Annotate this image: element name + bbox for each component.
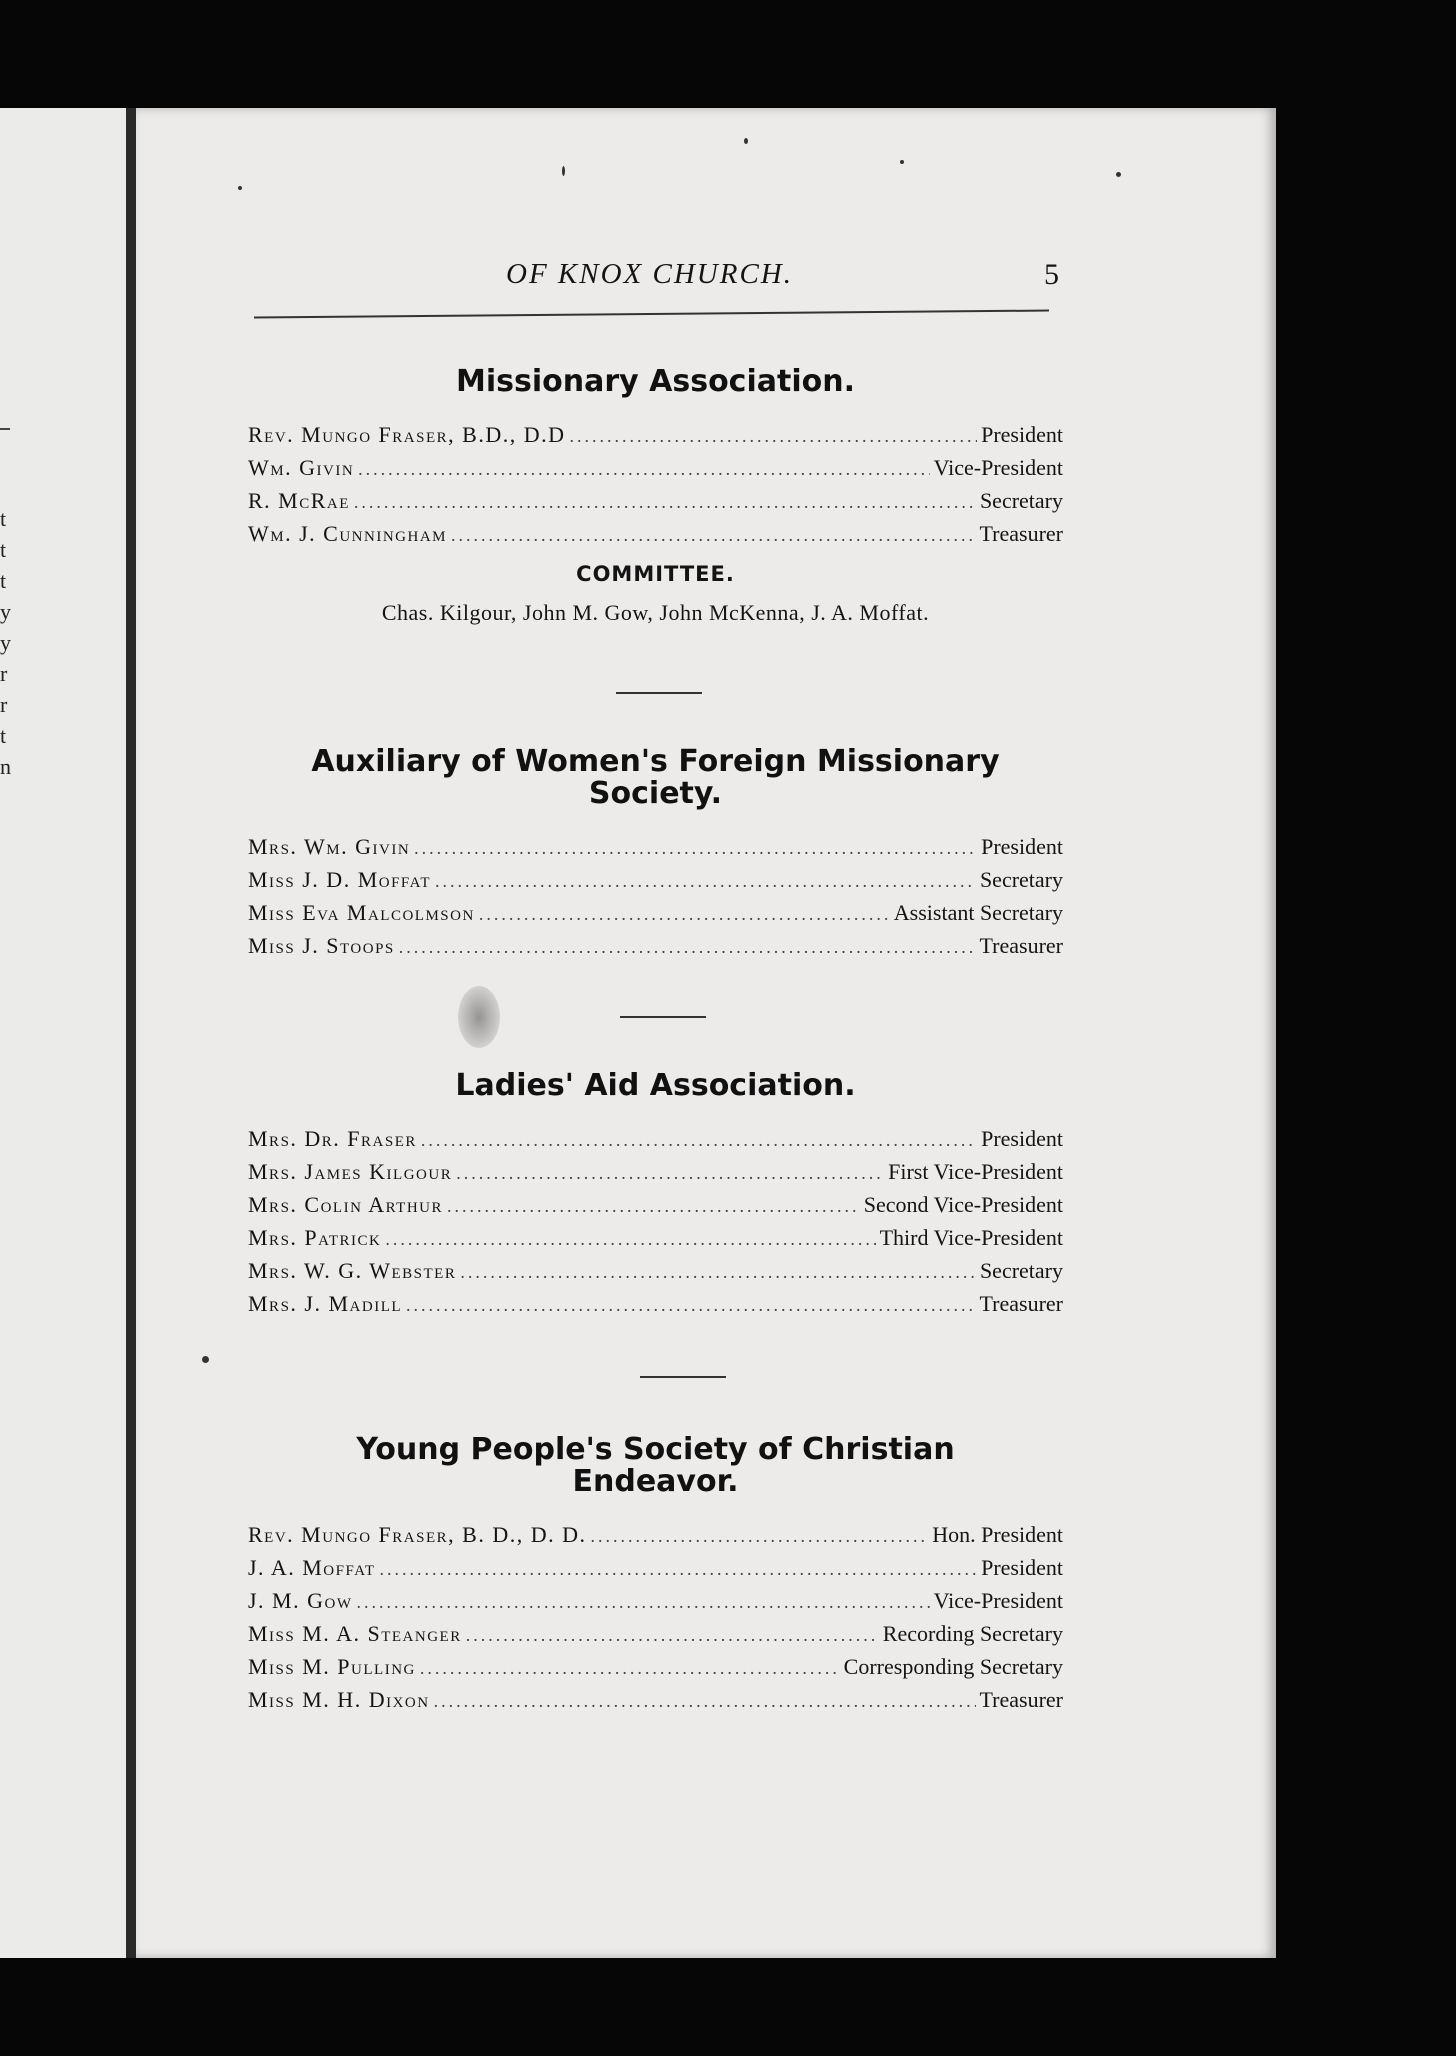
- dot-leader: [414, 832, 977, 865]
- paper-speck: [744, 138, 748, 144]
- dot-leader: [590, 1520, 928, 1553]
- dot-leader: [451, 519, 976, 552]
- officer-role: Treasurer: [979, 933, 1063, 958]
- committee-heading: COMMITTEE.: [576, 562, 735, 586]
- left-page-rule: [0, 428, 10, 430]
- section-title: Missionary Association.: [456, 364, 855, 399]
- dot-leader: [466, 1619, 879, 1652]
- officer-row: [248, 451, 1063, 484]
- officer-role: President: [981, 834, 1063, 859]
- section-title: [248, 1434, 1063, 1498]
- officer-row: [248, 1221, 1063, 1254]
- section-title: Ladies' Aid Association.: [455, 1068, 856, 1103]
- officer-row: [248, 830, 1063, 863]
- section-title-line: Auxiliary of Women's Foreign Missionary: [311, 744, 1000, 779]
- paper-speck: [562, 166, 565, 176]
- officer-row: [248, 517, 1063, 550]
- officer-role: President: [981, 1126, 1063, 1151]
- officer-row: [248, 1584, 1063, 1617]
- dot-leader: [357, 1586, 930, 1619]
- left-page-fragment: [0, 108, 128, 1958]
- dot-leader: [434, 1685, 976, 1718]
- officer-name: Miss M. A. Steanger: [248, 1621, 462, 1646]
- dot-leader: [406, 1289, 975, 1322]
- officer-row: [248, 1287, 1063, 1320]
- section-divider: [616, 692, 702, 694]
- officer-row: [248, 484, 1063, 517]
- dot-leader: [447, 1190, 860, 1223]
- officer-name: Miss J. Stoops: [248, 933, 395, 958]
- edge-letter: y: [0, 630, 11, 655]
- section-christian-endeavor: [248, 1434, 1063, 1716]
- officer-name: Mrs. Colin Arthur: [248, 1192, 444, 1217]
- dot-leader: [456, 1157, 884, 1190]
- dot-leader: [380, 1553, 978, 1586]
- officer-name: Mrs. Dr. Fraser: [248, 1126, 417, 1151]
- edge-letter: t: [0, 537, 7, 562]
- officer-role: Third Vice-President: [879, 1225, 1063, 1250]
- section-ladies-aid-association: [248, 1070, 1063, 1320]
- dot-leader: [421, 1124, 977, 1157]
- edge-letter: n: [0, 754, 11, 779]
- officer-row: [248, 863, 1063, 896]
- officer-row: [248, 1650, 1063, 1683]
- officer-role: First Vice-President: [888, 1159, 1063, 1184]
- committee-members: Chas. Kilgour, John M. Gow, John McKenna, J. A. Moffat.: [381, 600, 930, 625]
- dot-leader: [479, 898, 890, 931]
- officer-role: Treasurer: [979, 1291, 1063, 1316]
- edge-letter: t: [0, 506, 7, 531]
- officer-name: Mrs. J. Madill: [248, 1291, 403, 1316]
- section-divider: [620, 1016, 706, 1018]
- officer-role: Vice-President: [933, 455, 1063, 480]
- officer-name: J. M. Gow: [248, 1588, 353, 1613]
- section-title: [248, 746, 1063, 810]
- officer-role: Treasurer: [979, 521, 1063, 546]
- officer-role: Secretary: [979, 488, 1063, 513]
- officer-name: Miss M. H. Dixon: [248, 1687, 430, 1712]
- officer-row: [248, 1617, 1063, 1650]
- section-divider: [640, 1376, 726, 1378]
- dot-leader: [435, 865, 976, 898]
- header-rule: [254, 310, 1049, 319]
- edge-letter: y: [0, 599, 11, 624]
- officer-role: Secretary: [979, 1258, 1063, 1283]
- section-title-line: Young People's Society of Christian: [356, 1432, 955, 1467]
- officer-row: [248, 1518, 1063, 1551]
- officer-role: Vice-President: [933, 1588, 1063, 1613]
- paper-speck: [1116, 172, 1121, 177]
- officer-row: [248, 1551, 1063, 1584]
- ink-smudge: [458, 986, 500, 1048]
- page-header: [136, 258, 1276, 308]
- dot-leader: [385, 1223, 875, 1256]
- officer-row: [248, 929, 1063, 962]
- officer-name: Rev. Mungo Fraser, B.D., D.D: [248, 422, 566, 447]
- section-title-line: Endeavor.: [572, 1464, 739, 1499]
- edge-letter: t: [0, 723, 7, 748]
- officer-name: Wm. Givin: [248, 455, 355, 480]
- dot-leader: [460, 1256, 976, 1289]
- section-womens-foreign-missionary-society: [248, 746, 1063, 962]
- officer-row: [248, 1683, 1063, 1716]
- officer-name: Miss M. Pulling: [248, 1654, 416, 1679]
- officer-role: Secretary: [979, 867, 1063, 892]
- officer-name: J. A. Moffat: [248, 1555, 376, 1580]
- officer-name: Miss Eva Malcolmson: [248, 900, 475, 925]
- paper-speck: [202, 1356, 209, 1363]
- officer-role: Treasurer: [979, 1687, 1063, 1712]
- book-gutter: [126, 108, 136, 1958]
- officer-name: Mrs. W. G. Webster: [248, 1258, 457, 1283]
- edge-letter: r: [0, 661, 8, 686]
- running-title: OF KNOX CHURCH.: [506, 258, 793, 290]
- section-title-line: Society.: [588, 776, 723, 811]
- officer-role: Second Vice-President: [863, 1192, 1063, 1217]
- officer-row: [248, 418, 1063, 451]
- dot-leader: [354, 486, 976, 519]
- officer-role: President: [981, 422, 1063, 447]
- officer-name: Miss J. D. Moffat: [248, 867, 431, 892]
- officer-row: [248, 1188, 1063, 1221]
- officer-name: R. McRae: [248, 488, 350, 513]
- officer-name: Mrs. James Kilgour: [248, 1159, 453, 1184]
- dot-leader: [358, 453, 929, 486]
- paper-speck: [238, 186, 242, 190]
- officer-name: Wm. J. Cunningham: [248, 521, 447, 546]
- dot-leader: [399, 931, 976, 964]
- officer-role: Hon. President: [932, 1522, 1063, 1547]
- section-missionary-association: [248, 366, 1063, 626]
- officer-row: [248, 1155, 1063, 1188]
- officer-row: [248, 1122, 1063, 1155]
- officer-role: Corresponding Secretary: [843, 1654, 1063, 1679]
- right-page: [136, 108, 1276, 1958]
- officer-role: Recording Secretary: [882, 1621, 1063, 1646]
- paper-speck: [900, 160, 904, 164]
- officer-name: Rev. Mungo Fraser, B. D., D. D.: [248, 1522, 587, 1547]
- officer-name: Mrs. Wm. Givin: [248, 834, 411, 859]
- officer-name: Mrs. Patrick: [248, 1225, 382, 1250]
- officer-role: President: [981, 1555, 1063, 1580]
- officer-role: Assistant Secretary: [893, 900, 1063, 925]
- dot-leader: [569, 420, 977, 453]
- edge-letter: t: [0, 568, 7, 593]
- officer-row: [248, 896, 1063, 929]
- dot-leader: [420, 1652, 840, 1685]
- page-number: 5: [1044, 258, 1059, 291]
- officer-row: [248, 1254, 1063, 1287]
- left-page-edge-text: [0, 503, 20, 782]
- edge-letter: r: [0, 692, 8, 717]
